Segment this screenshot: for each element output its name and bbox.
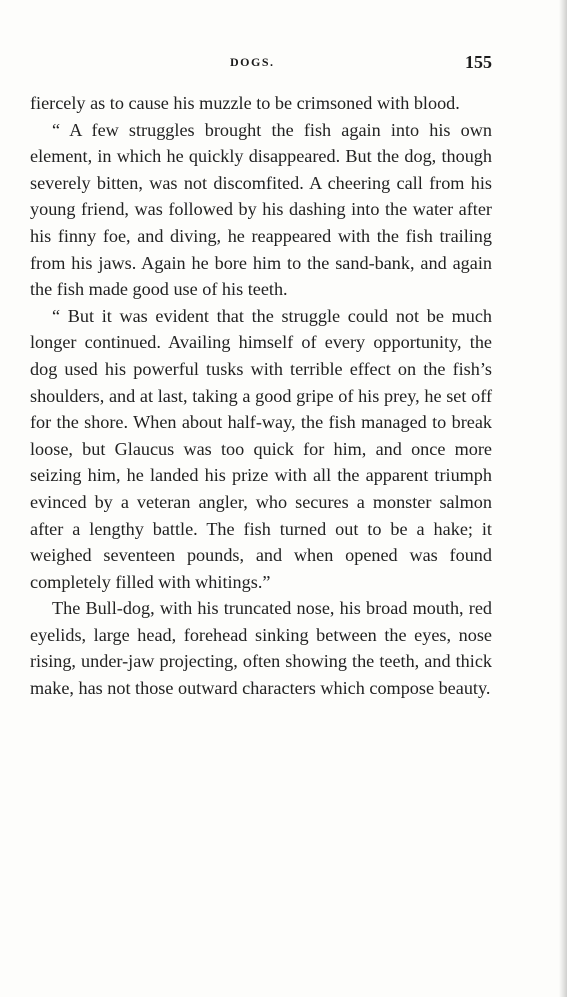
running-title: DOGS. <box>230 55 275 69</box>
paragraph-evident: “ But it was evident that the struggle could not be much longer continued. Availing himself of every opportunity, the dog used his powerful tusks with terrible effect on the fish’s shoulders, and at last, taking a good gripe of his prey, he set off for the shore. When about half-way, the fish managed to break loose, but Glaucus was too quick for him, and once more seizing him, he landed his prize with all the apparent triumph evinced by a veteran angler, who secures a monster salmon after a lengthy battle. The fish turned out to be a hake; it weighed seventeen pounds, and when opened was found completely filled with whitings.” <box>30 305 492 592</box>
paragraph-bulldog: The Bull-dog, with his truncated nose, his broad mouth, red eyelids, large head, forehead sinking between the eyes, nose rising, under-jaw projecting, often showing the teeth, and thick make, has not those outward characters which compose beauty. <box>30 598 492 699</box>
paragraph-struggle: “ A few struggles brought the fish again into his own element, in which he quickly disappeared. But the dog, though severely bitten, was not discomfited. A cheering call from his young friend, was followed by his dashing into the water after his finny foe, and diving, he reappeared with the fish trailing from his jaws. Again he bore him to the sand-bank, and again the fish made good use of his teeth. <box>30 119 492 300</box>
running-head <box>30 52 492 76</box>
page-number: 155 <box>465 52 492 72</box>
paragraph-continued: fiercely as to cause his muzzle to be crimsoned with blood. <box>30 93 460 113</box>
body-text <box>30 90 492 702</box>
